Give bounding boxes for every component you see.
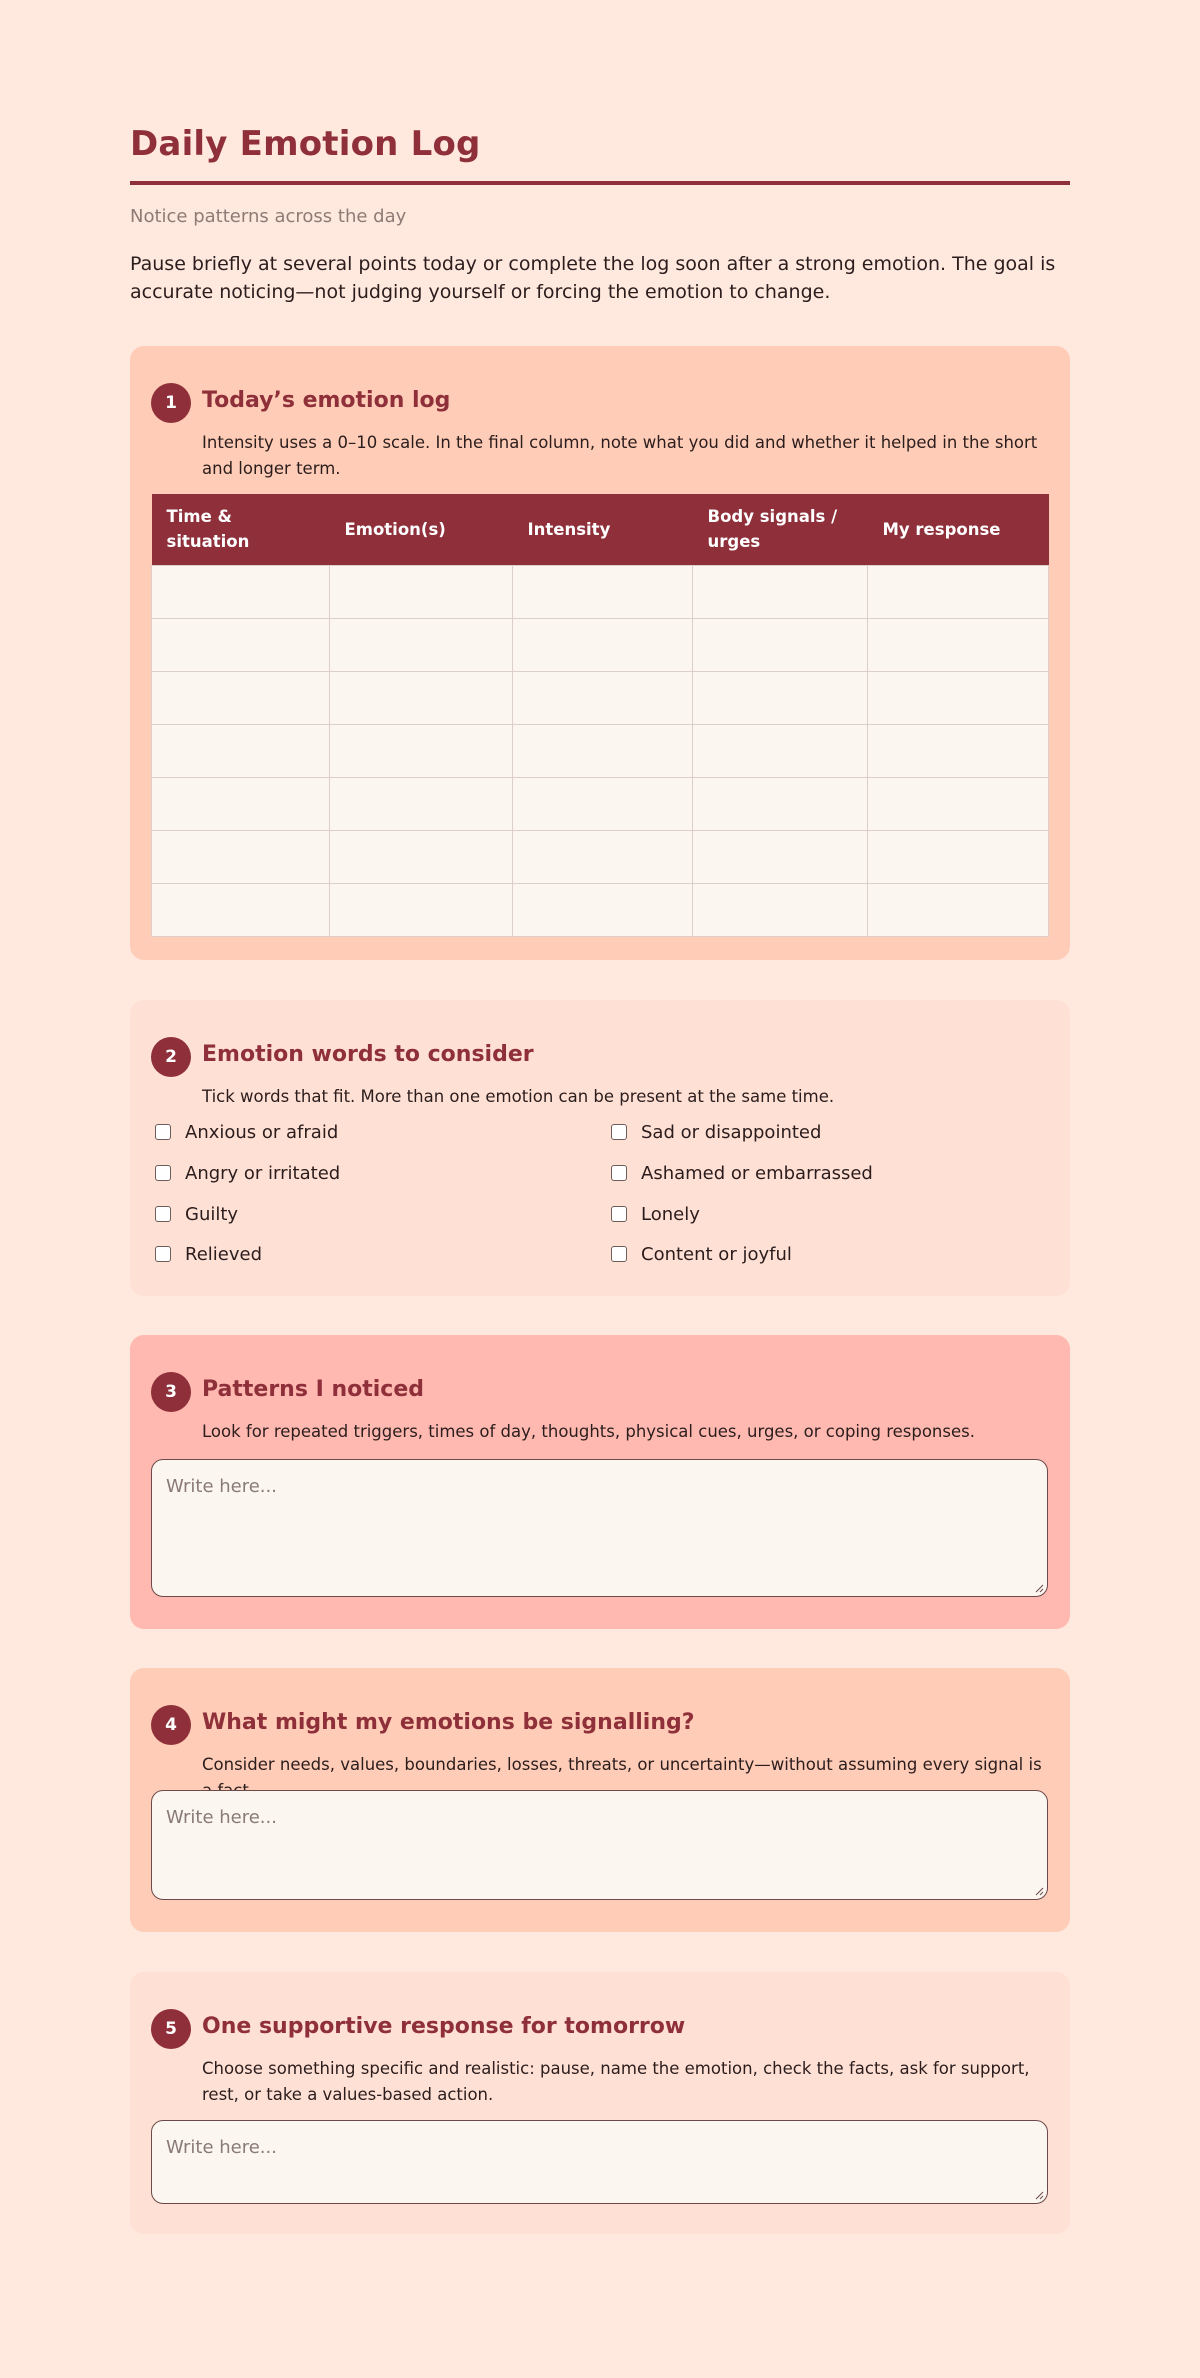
table-row bbox=[152, 671, 1049, 724]
table-cell[interactable] bbox=[513, 724, 693, 777]
table-cell[interactable] bbox=[330, 618, 513, 671]
checkbox-item[interactable] bbox=[607, 1120, 821, 1144]
table-cell[interactable] bbox=[868, 724, 1049, 777]
table-cell[interactable] bbox=[330, 830, 513, 883]
table-cell[interactable] bbox=[513, 565, 693, 618]
table-row bbox=[152, 883, 1049, 936]
section-number: 4 bbox=[151, 1705, 191, 1745]
table-header-row bbox=[152, 494, 1049, 565]
table-row bbox=[152, 830, 1049, 883]
table-row bbox=[152, 565, 1049, 618]
section-title: Today’s emotion log bbox=[202, 388, 451, 413]
checkbox[interactable] bbox=[611, 1206, 627, 1222]
section-number: 2 bbox=[151, 1037, 191, 1077]
table-cell[interactable] bbox=[868, 883, 1049, 936]
table-cell[interactable] bbox=[693, 618, 868, 671]
checkbox-item[interactable] bbox=[151, 1120, 338, 1144]
section-description: Choose something specific and realistic: pause, name the emotion, check the facts, ask for support, rest, or take a values-based action. bbox=[202, 2059, 1030, 2104]
table-cell[interactable] bbox=[693, 565, 868, 618]
page-title: Daily Emotion Log bbox=[130, 124, 481, 164]
table-cell[interactable] bbox=[152, 618, 330, 671]
textarea-placeholder: Write here... bbox=[166, 1476, 277, 1497]
table-row bbox=[152, 777, 1049, 830]
checkbox-label: Guilty bbox=[185, 1203, 239, 1225]
section-description: Tick words that fit. More than one emotion can be present at the same time. bbox=[202, 1087, 835, 1106]
table-cell[interactable] bbox=[868, 618, 1049, 671]
intro-text: Pause briefly at several points today or complete the log soon after a strong emotion. The goal is accurate noticing—not judging yourself or forcing the emotion to change. bbox=[130, 253, 1056, 303]
column-header-emotions: Emotion(s) bbox=[330, 494, 513, 565]
table-cell[interactable] bbox=[693, 777, 868, 830]
section-title: One supportive response for tomorrow bbox=[202, 2014, 686, 2039]
table-cell[interactable] bbox=[513, 671, 693, 724]
resize-grip-icon[interactable] bbox=[1034, 1886, 1044, 1896]
checkbox-label: Ashamed or embarrassed bbox=[641, 1162, 873, 1184]
textarea-placeholder: Write here... bbox=[166, 1807, 277, 1828]
checkbox-item[interactable] bbox=[151, 1242, 262, 1266]
section-title: What might my emotions be signalling? bbox=[202, 1710, 695, 1735]
checkbox-label: Anxious or afraid bbox=[185, 1121, 339, 1143]
section-title: Patterns I noticed bbox=[202, 1377, 424, 1402]
table-cell[interactable] bbox=[330, 777, 513, 830]
table-cell[interactable] bbox=[868, 565, 1049, 618]
section-emotion-log bbox=[130, 346, 1070, 960]
column-header-my-response: My response bbox=[868, 494, 1049, 565]
table-cell[interactable] bbox=[152, 671, 330, 724]
checkbox-label: Lonely bbox=[641, 1203, 700, 1225]
checkbox-item[interactable] bbox=[151, 1202, 238, 1226]
table-cell[interactable] bbox=[513, 883, 693, 936]
checkbox-item[interactable] bbox=[607, 1202, 700, 1226]
page-subtitle: Notice patterns across the day bbox=[130, 206, 407, 227]
supportive-response-textarea[interactable] bbox=[151, 2120, 1048, 2204]
column-header-time-situation: Time & situation bbox=[152, 494, 330, 565]
checkbox[interactable] bbox=[155, 1124, 171, 1140]
table-cell[interactable] bbox=[693, 671, 868, 724]
table-cell[interactable] bbox=[868, 777, 1049, 830]
checkbox[interactable] bbox=[611, 1124, 627, 1140]
checkbox-label: Sad or disappointed bbox=[641, 1121, 822, 1143]
section-number: 5 bbox=[151, 2009, 191, 2049]
table-cell[interactable] bbox=[330, 671, 513, 724]
section-number: 1 bbox=[151, 383, 191, 423]
checkbox-item[interactable] bbox=[607, 1242, 792, 1266]
checkbox[interactable] bbox=[155, 1206, 171, 1222]
checkbox-label: Relieved bbox=[185, 1243, 263, 1265]
section-number: 3 bbox=[151, 1372, 191, 1412]
table-cell[interactable] bbox=[868, 671, 1049, 724]
resize-grip-icon[interactable] bbox=[1034, 1583, 1044, 1593]
checkbox-item[interactable] bbox=[607, 1161, 873, 1185]
resize-grip-icon[interactable] bbox=[1034, 2190, 1044, 2200]
checkbox[interactable] bbox=[155, 1246, 171, 1262]
checkbox[interactable] bbox=[611, 1246, 627, 1262]
table-cell[interactable] bbox=[693, 830, 868, 883]
table-cell[interactable] bbox=[513, 618, 693, 671]
checkbox-label: Content or joyful bbox=[641, 1243, 792, 1265]
checkbox[interactable] bbox=[611, 1165, 627, 1181]
table-cell[interactable] bbox=[152, 883, 330, 936]
table-cell[interactable] bbox=[152, 724, 330, 777]
table-cell[interactable] bbox=[330, 883, 513, 936]
signals-textarea[interactable] bbox=[151, 1790, 1048, 1900]
column-header-body-signals: Body signals / urges bbox=[693, 494, 868, 565]
section-emotion-signals bbox=[130, 1668, 1070, 1932]
table-cell[interactable] bbox=[330, 724, 513, 777]
checkbox-label: Angry or irritated bbox=[185, 1162, 341, 1184]
emotion-log-table bbox=[151, 494, 1049, 937]
table-cell[interactable] bbox=[693, 883, 868, 936]
section-description: Intensity uses a 0–10 scale. In the final column, note what you did and whether it helped in the short and longer term. bbox=[202, 433, 1038, 478]
checkbox[interactable] bbox=[155, 1165, 171, 1181]
section-supportive-response bbox=[130, 1972, 1070, 2234]
section-description: Consider needs, values, boundaries, losses, threats, or uncertainty—without assuming every signal is bbox=[202, 1755, 1042, 1774]
section-patterns bbox=[130, 1335, 1070, 1629]
table-cell[interactable] bbox=[513, 830, 693, 883]
section-emotion-words bbox=[130, 1000, 1070, 1296]
textarea-placeholder: Write here... bbox=[166, 2137, 277, 2158]
section-description: Look for repeated triggers, times of day, thoughts, physical cues, urges, or coping responses. bbox=[202, 1422, 975, 1441]
patterns-textarea[interactable] bbox=[151, 1459, 1048, 1597]
table-cell[interactable] bbox=[868, 830, 1049, 883]
table-cell[interactable] bbox=[513, 777, 693, 830]
checkbox-item[interactable] bbox=[151, 1161, 340, 1185]
table-cell[interactable] bbox=[152, 830, 330, 883]
section-title: Emotion words to consider bbox=[202, 1042, 534, 1067]
title-divider bbox=[130, 181, 1070, 185]
table-cell[interactable] bbox=[152, 565, 330, 618]
table-row bbox=[152, 724, 1049, 777]
table-row bbox=[152, 618, 1049, 671]
column-header-intensity: Intensity bbox=[513, 494, 693, 565]
table-cell[interactable] bbox=[152, 777, 330, 830]
table-cell[interactable] bbox=[330, 565, 513, 618]
table-cell[interactable] bbox=[693, 724, 868, 777]
